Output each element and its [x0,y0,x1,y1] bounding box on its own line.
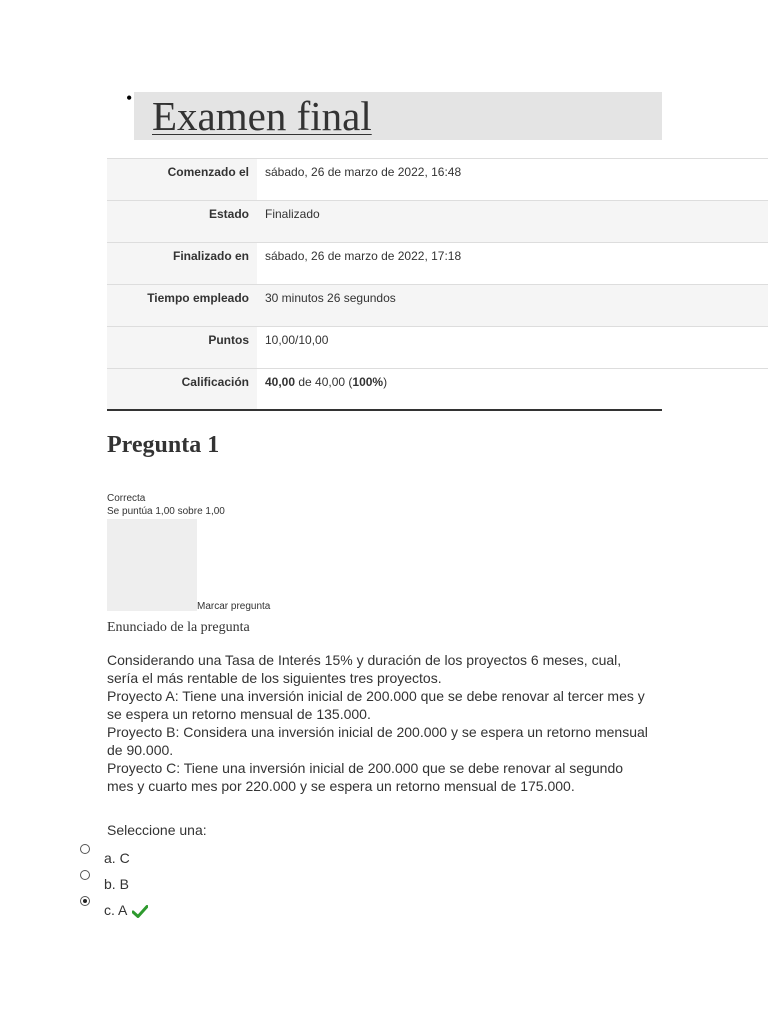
question-grade: Se puntúa 1,00 sobre 1,00 [107,506,225,517]
question-text-line: Proyecto C: Tiene una inversión inicial de 200.000 que se debe renovar al segundo mes y cuarto mes por 220.000 y se espera un retorno mensual de 175.000. [107,760,624,794]
answer-option-label: b. B [104,876,129,892]
summary-label: Finalizado en [107,243,257,284]
list-bullet: • [126,88,133,108]
grade-value: 40,00 [265,375,296,389]
question-text-line: Considerando una Tasa de Interés 15% y duración de los proyectos 6 meses, cual, sería el más rentable de los siguientes tres proyectos. [107,652,622,686]
radio-button[interactable] [80,844,90,854]
answer-option-c[interactable] [80,896,280,916]
question-title: Pregunta 1 [107,432,220,458]
question-statement-heading: Enunciado de la pregunta [107,620,250,635]
summary-row-finished [107,243,768,285]
summary-label: Calificación [107,369,257,409]
answer-option-a[interactable] [80,844,280,864]
answer-option-label: c. A [104,902,127,918]
flag-image-placeholder[interactable] [107,519,197,611]
question-text [107,651,652,795]
summary-value: 10,00/10,00 [257,327,768,368]
summary-value: sábado, 26 de marzo de 2022, 17:18 [257,243,768,284]
answer-option-b[interactable] [80,870,280,890]
answer-option-label: a. C [104,850,130,866]
grade-percent: 100% [352,375,384,389]
question-state: Correcta [107,493,146,504]
summary-row-time-taken [107,285,768,327]
question-text-line: Proyecto B: Considera una inversión inicial de 200.000 y se espera un retorno mensual de 90.000. [107,724,648,758]
attempt-summary-table [107,158,768,411]
summary-value: sábado, 26 de marzo de 2022, 16:48 [257,159,768,200]
summary-value: 30 minutos 26 segundos [257,285,768,326]
answer-option-label-wrap [104,902,148,918]
summary-row-points [107,327,768,369]
radio-button[interactable] [80,870,90,880]
summary-label: Puntos [107,327,257,368]
question-text-line: Proyecto A: Tiene una inversión inicial de 200.000 que se debe renovar al tercer mes y se espera un retorno mensual de 135.000. [107,688,645,722]
summary-value: Finalizado [257,201,768,242]
answer-prompt: Seleccione una: [107,822,207,838]
check-icon [132,905,148,918]
summary-label: Tiempo empleado [107,285,257,326]
summary-label: Comenzado el [107,159,257,200]
summary-value [257,369,662,409]
flag-question-link[interactable]: Marcar pregunta [197,601,271,612]
page-title[interactable]: Examen final [152,93,372,139]
summary-row-started [107,159,768,201]
summary-row-state [107,201,768,243]
summary-row-grade [107,369,662,411]
grade-max: de 40,00 ( [295,375,353,389]
grade-close: ) [383,375,388,389]
radio-button-selected[interactable] [80,896,90,906]
summary-label: Estado [107,201,257,242]
